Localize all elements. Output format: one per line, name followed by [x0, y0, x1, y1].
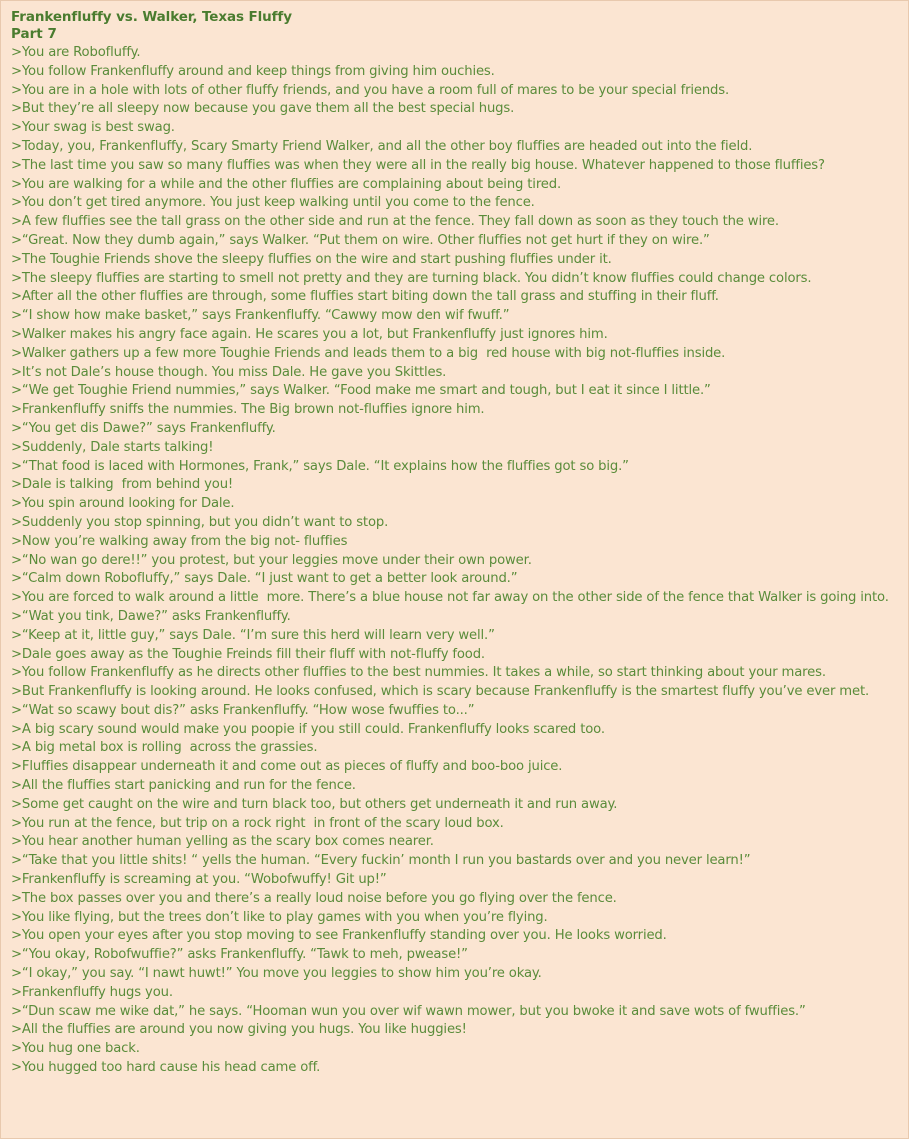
story-line: >After all the other fluffies are through, some fluffies start biting down the tall grass and stuffing in their fluff. [11, 289, 719, 305]
story-line: >Today, you, Frankenfluffy, Scary Smarty Friend Walker, and all the other boy fluffies are headed out into the field. [11, 138, 753, 154]
story-line: >“You okay, Robofwuffie?” asks Frankenfluffy. “Tawk to meh, pwease!” [11, 947, 468, 963]
story-line: >Suddenly, Dale starts talking! [11, 439, 214, 455]
story-line: >Some get caught on the wire and turn black too, but others get underneath it and run away. [11, 796, 618, 812]
story-line: >But Frankenfluffy is looking around. He looks confused, which is scary because Frankenfluffy is the smartest fluffy you’ve ever met. [11, 684, 870, 700]
story-line: >“No wan go dere!!” you protest, but your leggies move under their own power. [11, 552, 532, 568]
story-body [11, 44, 898, 1078]
story-line: >You are Robofluffy. [11, 45, 141, 60]
story-line: >Walker makes his angry face again. He scares you a lot, but Frankenfluffy just ignores him. [11, 326, 608, 342]
story-line: >You spin around looking for Dale. [11, 496, 235, 512]
story-line: >“Wat you tink, Dawe?” asks Frankenfluffy. [11, 608, 291, 624]
page-title: Frankenfluffy vs. Walker, Texas Fluffy [11, 9, 292, 25]
story-line: >“Take that you little shits! “ yells the human. “Every fuckin’ month I run you bastards over and you never learn!” [11, 853, 751, 869]
story-line: >“Dun scaw me wike dat,” he says. “Hooman wun you over wif wawn mower, but you bwoke it and save wots of fwuffies.” [11, 1003, 806, 1019]
story-line: >You don’t get tired anymore. You just keep walking until you come to the fence. [11, 195, 535, 211]
story-line: >The box passes over you and there’s a really loud noise before you go flying over the fence. [11, 890, 617, 906]
story-line: >You follow Frankenfluffy around and keep things from giving him ouchies. [11, 63, 495, 79]
story-line: >Your swag is best swag. [11, 120, 175, 136]
story-line: >“We get Toughie Friend nummies,” says Walker. “Food make me smart and tough, but I eat it since I little.” [11, 383, 711, 399]
story-line: >You hugged too hard cause his head came off. [11, 1060, 321, 1076]
story-line: >The last time you saw so many fluffies was when they were all in the really big house. Whatever happened to those fluffies? [11, 157, 825, 173]
story-line: >“Wat so scawy bout dis?” asks Frankenfluffy. “How wose fwuffies to...” [11, 702, 475, 718]
story-line: >Fluffies disappear underneath it and come out as pieces of fluffy and boo-boo juice. [11, 759, 563, 775]
story-line: >All the fluffies are around you now giving you hugs. You like huggies! [11, 1022, 467, 1038]
story-line: >Dale is talking from behind you! [11, 477, 234, 493]
story-line: >“You get dis Dawe?” says Frankenfluffy. [11, 420, 276, 436]
story-line: >You open your eyes after you stop moving to see Frankenfluffy standing over you. He looks worried. [11, 928, 667, 944]
story-line: >You follow Frankenfluffy as he directs other fluffies to the best nummies. It takes a while, so start thinking about your mares. [11, 665, 826, 681]
story-line: >You run at the fence, but trip on a rock right in front of the scary loud box. [11, 815, 504, 831]
story-line: >You are in a hole with lots of other fluffy friends, and you have a room full of mares to be your special friends. [11, 82, 730, 98]
story-line: >Frankenfluffy is screaming at you. “Wobofwuffy! Git up!” [11, 872, 387, 888]
story-line: >You are walking for a while and the other fluffies are complaining about being tired. [11, 176, 562, 192]
story-line: >“I okay,” you say. “I nawt huwt!” You move you leggies to show him you’re okay. [11, 966, 542, 982]
story-line: >It’s not Dale’s house though. You miss Dale. He gave you Skittles. [11, 364, 447, 380]
story-line: >Dale goes away as the Toughie Freinds fill their fluff with not-fluffy food. [11, 646, 485, 662]
story-line: >The Toughie Friends shove the sleepy fluffies on the wire and start pushing fluffies under it. [11, 251, 612, 267]
story-line: >You hear another human yelling as the scary box comes nearer. [11, 834, 434, 850]
story-line: >Now you’re walking away from the big not- fluffies [11, 533, 348, 549]
story-line: >You hug one back. [11, 1041, 140, 1057]
story-line: >Walker gathers up a few more Toughie Friends and leads them to a big red house with big not-fluffies inside. [11, 345, 726, 361]
story-line: >All the fluffies start panicking and run for the fence. [11, 778, 356, 794]
story-line: >Frankenfluffy hugs you. [11, 984, 173, 1000]
story-line: >“I show how make basket,” says Frankenfluffy. “Cawwy mow den wif fwuff.” [11, 308, 510, 324]
story-line: >Suddenly you stop spinning, but you didn’t want to stop. [11, 514, 389, 530]
story-line: >The sleepy fluffies are starting to smell not pretty and they are turning black. You didn’t know fluffies could change colors. [11, 270, 812, 286]
story-line: >You like flying, but the trees don’t like to play games with you when you’re flying. [11, 909, 548, 925]
story-line: >A big scary sound would make you poopie if you still could. Frankenfluffy looks scared too. [11, 721, 605, 737]
story-line: >But they’re all sleepy now because you gave them all the best special hugs. [11, 101, 515, 117]
story-line: >“Keep at it, little guy,” says Dale. “I’m sure this herd will learn very well.” [11, 627, 495, 643]
story-line: >A big metal box is rolling across the grassies. [11, 740, 318, 756]
story-line: >“Great. Now they dumb again,” says Walker. “Put them on wire. Other fluffies not get hurt if they on wire.” [11, 232, 710, 248]
story-line: >“That food is laced with Hormones, Frank,” says Dale. “It explains how the fluffies got so big.” [11, 458, 629, 474]
story-line: >Frankenfluffy sniffs the nummies. The Big brown not-fluffies ignore him. [11, 402, 485, 418]
story-line: >“Calm down Robofluffy,” says Dale. “I just want to get a better look around.” [11, 571, 518, 587]
story-line: >You are forced to walk around a little more. There’s a blue house not far away on the other side of the fence that Walker is going into. [11, 590, 889, 606]
part-label: Part 7 [11, 26, 57, 42]
story-line: >A few fluffies see the tall grass on the other side and run at the fence. They fall down as soon as they touch the wire. [11, 214, 779, 230]
